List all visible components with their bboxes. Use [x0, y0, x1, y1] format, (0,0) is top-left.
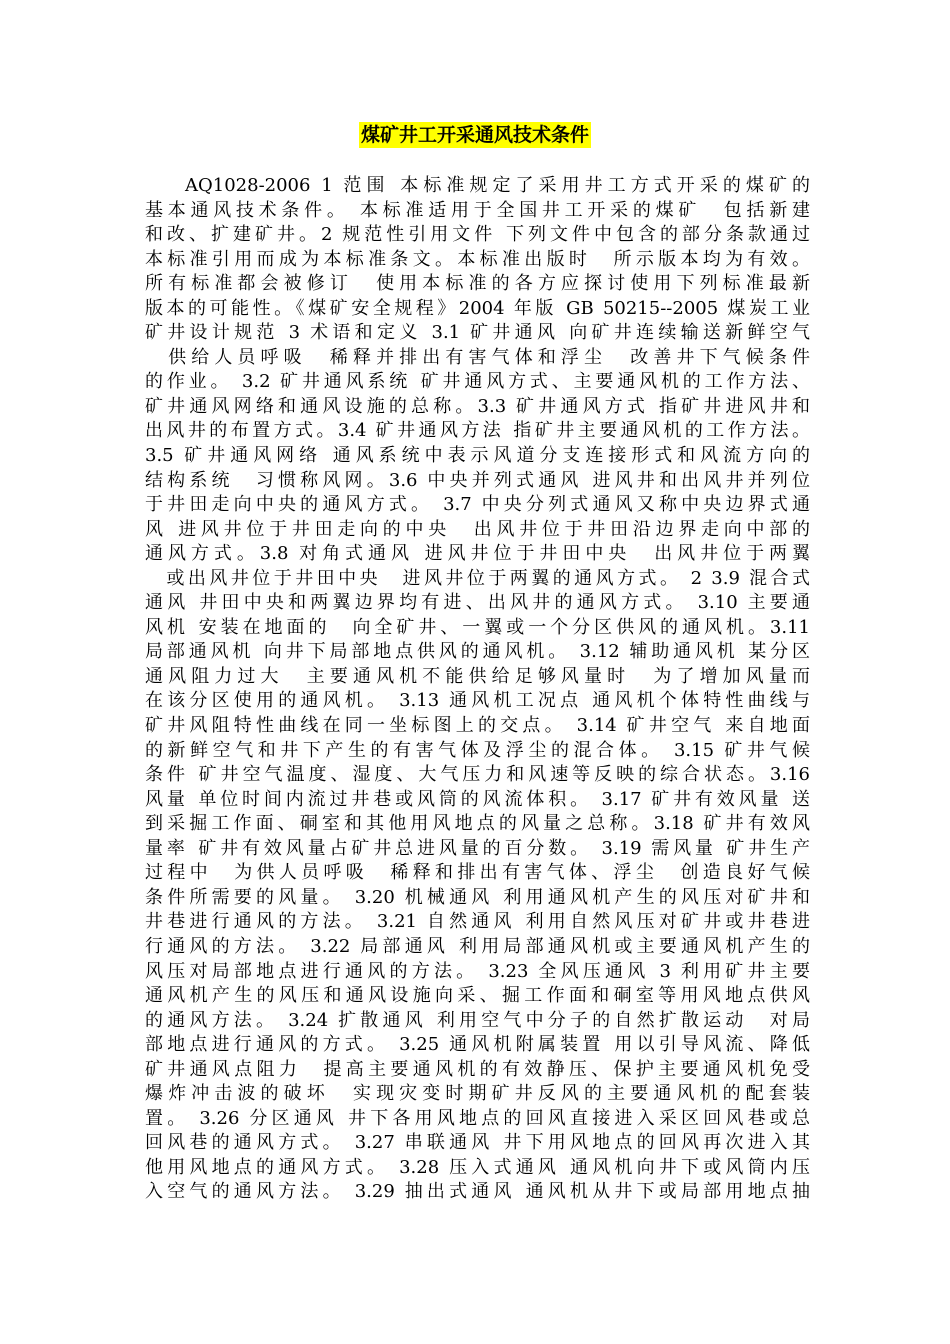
body-line: 矿井设计规范 3 术语和定义 3.1 矿井通风 向矿井连续输送新鲜空气	[145, 322, 810, 344]
body-line: 风机 安装在地面的 向全矿井、一翼或一个分区供风的通风机。3.11	[145, 616, 810, 638]
body-line: 矿井风阻特性曲线在同一坐标图上的交点。 3.14 矿井空气 来自地面	[145, 715, 810, 737]
body-line: 条件 矿井空气温度、湿度、大气压力和风速等反映的综合状态。3.16	[145, 764, 810, 786]
body-line: 3.5 矿井通风网络 通风系统中表示风道分支连接形式和风流方向的	[145, 445, 810, 467]
document-title: 煤矿井工开采通风技术条件	[360, 124, 589, 146]
body-line: 结构系统 习惯称风网。3.6 中央并列式通风 进风井和出风井并列位	[145, 469, 810, 491]
body-line: 于井田走向中央的通风方式。 3.7 中央分列式通风又称中央边界式通	[145, 494, 810, 516]
body-line: 到采掘工作面、硐室和其他用风地点的风量之总称。3.18 矿井有效风	[145, 813, 810, 835]
body-line: 在该分区使用的通风机。 3.13 通风机工况点 通风机个体特性曲线与	[145, 690, 810, 712]
body-line: 所有标准都会被修订 使用本标准的各方应探讨使用下列标准最新	[145, 273, 810, 295]
body-line: 爆炸冲击波的破坏 实现灾变时期矿井反风的主要通风机的配套装	[145, 1083, 810, 1105]
body-line: 矿井通风网络和通风设施的总称。3.3 矿井通风方式 指矿井进风井和	[145, 395, 810, 417]
body-line: 置。 3.26 分区通风 井下各用风地点的回风直接进入采区回风巷或总	[145, 1107, 810, 1129]
title-container	[0, 122, 950, 148]
body-line: 的作业。 3.2 矿井通风系统 矿井通风方式、主要通风机的工作方法、	[145, 371, 810, 393]
body-line: 通风机产生的风压和通风设施向采、掘工作面和硐室等用风地点供风	[145, 985, 810, 1007]
body-line: 版本的可能性。《煤矿安全规程》2004 年版 GB 50215--2005 煤炭工业	[145, 297, 810, 319]
body-line: 的通风方法。 3.24 扩散通风 利用空气中分子的自然扩散运动 对局	[145, 1009, 810, 1031]
body-line: 部地点进行通风的方式。 3.25 通风机附属装置 用以引导风流、降低	[145, 1034, 810, 1056]
body-line: 行通风的方法。 3.22 局部通风 利用局部通风机或主要通风机产生的	[145, 935, 810, 957]
body-line: 量率 矿井有效风量占矿井总进风量的百分数。 3.19 需风量 矿井生产	[145, 837, 810, 859]
body-line: 或出风井位于井田中央 进风井位于两翼的通风方式。 2 3.9 混合式	[145, 567, 810, 589]
body-line: 风 进风井位于井田走向的中央 出风井位于井田沿边界走向中部的	[145, 518, 810, 540]
body-line: 他用风地点的通风方式。 3.28 压入式通风 通风机向井下或风筒内压	[145, 1156, 810, 1178]
body-line: 本标准引用而成为本标准条文。本标准出版时 所示版本均为有效。	[145, 248, 810, 270]
body-line: 通风 井田中央和两翼边界均有进、出风井的通风方式。 3.10 主要通	[145, 592, 810, 614]
body-line: 的新鲜空气和井下产生的有害气体及浮尘的混合体。 3.15 矿井气候	[145, 739, 810, 761]
body-line: 通风方式。3.8 对角式通风 进风井位于井田中央 出风井位于两翼	[145, 543, 810, 565]
body-line: 井巷进行通风的方法。 3.21 自然通风 利用自然风压对矿井或井巷进	[145, 911, 810, 933]
body-line: 局部通风机 向井下局部地点供风的通风机。 3.12 辅助通风机 某分区	[145, 641, 810, 663]
document-body	[145, 174, 810, 1205]
body-line: 供给人员呼吸 稀释并排出有害气体和浮尘 改善井下气候条件	[145, 346, 810, 368]
body-line: 矿井通风点阻力 提高主要通风机的有效静压、保护主要通风机免受	[145, 1058, 810, 1080]
body-line: 风压对局部地点进行通风的方法。 3.23 全风压通风 3 利用矿井主要	[145, 960, 810, 982]
body-line: AQ1028-2006 1 范围 本标准规定了采用井工方式开采的煤矿的	[185, 175, 810, 196]
body-line: 通风阻力过大 主要通风机不能供给足够风量时 为了增加风量而	[145, 665, 810, 687]
body-line: 出风井的布置方式。3.4 矿井通风方法 指矿井主要通风机的工作方法。	[145, 420, 810, 442]
body-line: 入空气的通风方法。 3.29 抽出式通风 通风机从井下或局部用地点抽	[145, 1181, 810, 1203]
body-line: 回风巷的通风方式。 3.27 串联通风 井下用风地点的回风再次进入其	[145, 1132, 810, 1154]
body-line: 风量 单位时间内流过井巷或风筒的风流体积。 3.17 矿井有效风量 送	[145, 788, 810, 810]
body-line: 过程中 为供人员呼吸 稀释和排出有害气体、浮尘 创造良好气候	[145, 862, 810, 884]
body-line: 基本通风技术条件。 本标准适用于全国井工开采的煤矿 包括新建	[145, 199, 810, 221]
body-line: 和改、扩建矿井。2 规范性引用文件 下列文件中包含的部分条款通过	[145, 224, 810, 246]
body-line: 条件所需要的风量。 3.20 机械通风 利用通风机产生的风压对矿井和	[145, 886, 810, 908]
